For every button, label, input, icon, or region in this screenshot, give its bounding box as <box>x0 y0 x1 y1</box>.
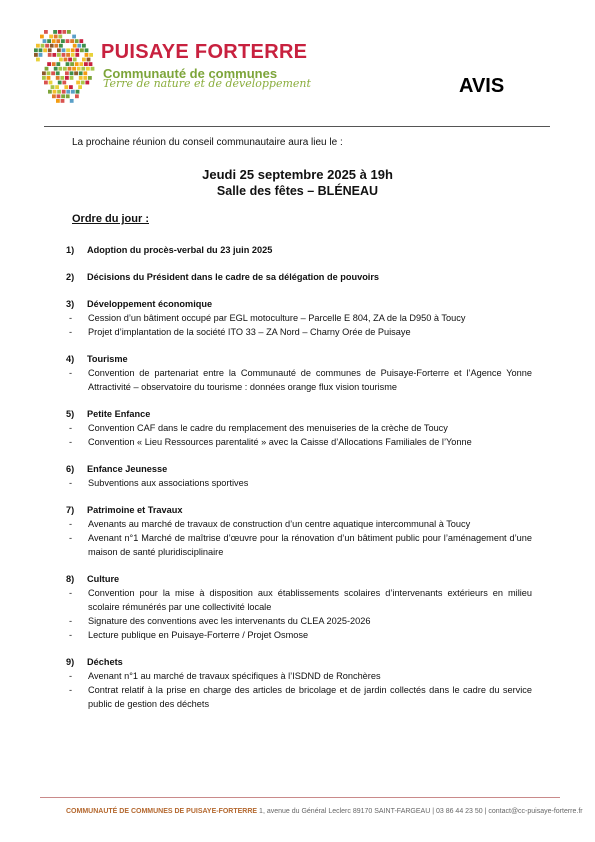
logo-tile <box>86 67 90 71</box>
agenda-item-text: Convention CAF dans le cadre du remplacement des menuiseries de la crèche de Toucy <box>88 423 448 433</box>
agenda-section-title: Enfance Jeunesse <box>87 464 168 474</box>
logo-tile <box>75 53 79 57</box>
agenda-item <box>66 628 532 642</box>
agenda-list <box>66 243 532 724</box>
logo-tile <box>59 58 63 62</box>
logo-tile <box>56 39 60 43</box>
agenda-section-title: Culture <box>87 574 120 584</box>
logo-tile <box>53 90 57 94</box>
logo-tile <box>62 48 66 52</box>
logo-tile <box>60 76 64 80</box>
logo-tile <box>78 85 82 89</box>
logo-tile <box>57 48 61 52</box>
bullet-dash: - <box>69 423 73 433</box>
agenda-item <box>66 311 532 325</box>
logo-tile <box>49 35 53 39</box>
logo-tile <box>61 94 65 98</box>
logo-tile <box>61 99 65 103</box>
logo-tile <box>57 94 61 98</box>
logo-tile <box>52 62 56 66</box>
agenda-section-title: Décisions du Président dans le cadre de sa délégation de pouvoirs <box>87 272 380 282</box>
logo-tile <box>54 67 58 71</box>
agenda-item-text: Projet d’implantation de la société ITO 33 – ZA Nord – Charny Orée de Puisaye <box>88 327 411 337</box>
logo-tile <box>71 48 75 52</box>
logo-tile <box>87 58 91 62</box>
logo-tile <box>39 53 43 57</box>
logo-tile <box>76 90 80 94</box>
logo-tile <box>81 81 85 85</box>
logo-tile <box>79 76 83 80</box>
logo-tile <box>62 30 66 34</box>
logo-tile <box>75 39 79 43</box>
logo-tile <box>72 35 76 39</box>
logo-tile <box>79 39 83 43</box>
agenda-item-text: Lecture publique en Puisaye-Forterre / Projet Osmose <box>88 630 309 640</box>
logo-tile <box>57 90 61 94</box>
agenda-section-number: 1) <box>66 245 75 255</box>
logo-tile <box>52 39 56 43</box>
logo-tile <box>55 85 59 89</box>
agenda-item-text: Signature des conventions avec les intervenants du CLEA 2025-2026 <box>88 616 371 626</box>
logo-tile <box>70 99 74 103</box>
logo-tile <box>84 62 88 66</box>
logo-tile <box>65 76 69 80</box>
logo-tile <box>89 53 93 57</box>
logo-tile <box>56 76 60 80</box>
logo-tile <box>56 71 60 75</box>
logo-tile <box>66 48 70 52</box>
logo-tile <box>67 30 71 34</box>
org-name: PUISAYE FORTERRE <box>101 41 308 63</box>
logo-mosaic <box>30 26 100 106</box>
logo-tile <box>75 62 79 66</box>
agenda-section-title: Petite Enfance <box>87 409 151 419</box>
bullet-dash: - <box>69 437 73 447</box>
agenda-section-number: 4) <box>66 354 75 364</box>
org-type: Communauté de communes <box>103 66 278 81</box>
footer-address: 1, avenue du Général Leclerc 89170 SAINT-FARGEAU | 03 86 44 23 50 | contact@cc-puisaye-forterre.fr <box>259 808 583 815</box>
logo-tile <box>70 71 74 75</box>
logo-tile <box>64 58 68 62</box>
document-type-title: AVIS <box>459 75 505 97</box>
logo-tile <box>70 76 74 80</box>
logo-tile <box>80 48 84 52</box>
agenda-item-text: Avenants au marché de travaux de construction d’un centre aquatique intercommunal à Toucy <box>88 519 471 529</box>
logo-tile <box>34 48 38 52</box>
bullet-dash: - <box>69 519 73 529</box>
agenda-section-heading <box>66 503 532 517</box>
logo-tile <box>76 81 80 85</box>
logo-tile <box>43 48 47 52</box>
bullet-dash: - <box>69 616 73 626</box>
meeting-place: Salle des fêtes – BLÉNEAU <box>216 184 379 198</box>
bullet-dash: - <box>69 313 73 323</box>
agenda-item-text: Cession d’un bâtiment occupé par EGL motoculture – Parcelle E 804, ZA de la D950 à Toucy <box>88 313 466 323</box>
logo-tile <box>62 53 66 57</box>
logo-tile <box>85 48 89 52</box>
bullet-dash: - <box>69 478 73 488</box>
agenda-item <box>66 366 532 394</box>
logo-tile <box>56 99 60 103</box>
bullet-dash: - <box>69 671 73 681</box>
agenda-section-heading <box>66 352 532 366</box>
logo-tile <box>66 94 70 98</box>
footer <box>66 808 583 815</box>
logo-tile <box>53 30 57 34</box>
logo-tile <box>52 53 56 57</box>
agenda-title: Ordre du jour : <box>72 213 149 225</box>
agenda-section <box>66 462 532 490</box>
agenda-section <box>66 572 532 642</box>
logo-tile <box>77 44 81 48</box>
bullet-dash: - <box>69 327 73 337</box>
agenda-section-number: 7) <box>66 505 75 515</box>
agenda-item <box>66 476 532 490</box>
logo-tile <box>47 76 51 80</box>
logo-tile <box>75 94 79 98</box>
logo-tile <box>58 81 62 85</box>
footer-divider <box>40 797 560 798</box>
logo-tile <box>91 67 95 71</box>
logo-tile <box>68 67 72 71</box>
logo-tile <box>59 44 63 48</box>
agenda-item <box>66 614 532 628</box>
bullet-dash: - <box>69 588 73 598</box>
agenda-item-text: Contrat relatif à la prise en charge des articles de bricolage et de jardin collectés dans le cadre du service public de gestion des déchets <box>88 685 532 709</box>
agenda-item-text: Avenant n°1 Marché de maîtrise d’œuvre pour la rénovation d’un bâtiment public pour l’aménagement d’une maison de santé pluridisciplinaire <box>88 533 532 557</box>
logo-tile <box>82 44 86 48</box>
agenda-section-heading <box>66 655 532 669</box>
org-tagline: Terre de nature et de développement <box>103 77 311 90</box>
intro-text: La prochaine réunion du conseil communautaire aura lieu le : <box>72 137 343 148</box>
logo-tile <box>74 71 78 75</box>
logo-tile <box>65 71 69 75</box>
logo-tile <box>73 44 77 48</box>
logo-tile <box>79 62 83 66</box>
bullet-dash: - <box>69 685 73 695</box>
logo-tile <box>83 71 87 75</box>
logo-tile <box>48 90 52 94</box>
agenda-section <box>66 503 532 559</box>
logo-tile <box>49 81 53 85</box>
logo-tile <box>63 67 67 71</box>
logo-tile <box>73 58 77 62</box>
logo-tile <box>82 58 86 62</box>
logo-tile <box>85 81 89 85</box>
logo-tile <box>79 71 83 75</box>
logo-tile <box>42 71 46 75</box>
logo-tile <box>45 44 49 48</box>
logo-tile <box>52 94 56 98</box>
agenda-section <box>66 407 532 449</box>
logo-tile <box>47 39 51 43</box>
logo-tile <box>45 67 49 71</box>
logo-tile <box>62 90 66 94</box>
logo-tile <box>62 81 66 85</box>
logo-tile <box>47 62 51 66</box>
logo-tile <box>41 44 45 48</box>
agenda-section-number: 8) <box>66 574 75 584</box>
logo-tile <box>51 71 55 75</box>
logo-tile <box>50 44 54 48</box>
logo-tile <box>58 30 62 34</box>
agenda-section-heading <box>66 297 532 311</box>
agenda-section <box>66 297 532 339</box>
logo-tile <box>58 35 62 39</box>
agenda-section-number: 3) <box>66 299 75 309</box>
agenda-item <box>66 586 532 614</box>
logo-tile <box>68 58 72 62</box>
bullet-dash: - <box>69 630 73 640</box>
logo-tile <box>44 30 48 34</box>
logo-tile <box>64 85 68 89</box>
logo-tile <box>66 53 70 57</box>
logo-tile <box>69 85 73 89</box>
logo-tile <box>71 90 75 94</box>
logo-tile <box>34 53 38 57</box>
agenda-section-number: 9) <box>66 657 75 667</box>
agenda-section-title: Adoption du procès-verbal du 23 juin 2025 <box>87 245 273 255</box>
logo-tile <box>66 39 70 43</box>
agenda-section-number: 6) <box>66 464 75 474</box>
logo-tile <box>61 39 65 43</box>
agenda-item <box>66 421 532 435</box>
logo-tile <box>54 44 58 48</box>
agenda-item <box>66 531 532 559</box>
agenda-section-number: 2) <box>66 272 75 282</box>
agenda-section-heading <box>66 270 532 284</box>
agenda-section-heading <box>66 407 532 421</box>
agenda-item <box>66 683 532 711</box>
agenda-item <box>66 517 532 531</box>
logo-tile <box>72 67 76 71</box>
logo-tile <box>57 53 61 57</box>
agenda-item-text: Convention pour la mise à disposition aux établissements scolaires d’intervenants extérieurs en milieu scolaire rémunérés par une collectivité locale <box>88 588 532 612</box>
logo-tile <box>40 35 44 39</box>
agenda-item-text: Subventions aux associations sportives <box>88 478 249 488</box>
agenda-item <box>66 435 532 449</box>
logo-tile <box>51 85 55 89</box>
logo-tile <box>36 44 40 48</box>
logo-tile <box>89 62 93 66</box>
logo-tile <box>88 76 92 80</box>
agenda-section-heading <box>66 462 532 476</box>
logo-tile <box>66 62 70 66</box>
logo-tile <box>43 39 47 43</box>
logo-tile <box>83 76 87 80</box>
logo-tile <box>56 62 60 66</box>
agenda-section-title: Patrimoine et Travaux <box>87 505 183 515</box>
logo-tile <box>42 76 46 80</box>
logo-tile <box>66 90 70 94</box>
agenda-section-heading <box>66 243 532 257</box>
logo-tile <box>85 53 89 57</box>
logo-tile <box>75 48 79 52</box>
logo-tile <box>70 62 74 66</box>
logo-tile <box>58 67 62 71</box>
logo-tile <box>44 81 48 85</box>
agenda-item-text: Convention « Lieu Ressources parentalité » avec la Caisse d’Allocations Familiales de l’Yonne <box>88 437 472 447</box>
bullet-dash: - <box>69 533 73 543</box>
logo-tile <box>36 58 40 62</box>
agenda-item-text: Convention de partenariat entre la Communauté de communes de Puisaye-Forterre et l’Agence Yonne Attractivité – observatoire du tourisme : données orange flux vision tourisme <box>88 368 532 392</box>
logo-tile <box>77 67 81 71</box>
bullet-dash: - <box>69 368 73 378</box>
agenda-item <box>66 669 532 683</box>
agenda-item-text: Avenant n°1 au marché de travaux spécifiques à l’ISDND de Ronchères <box>88 671 381 681</box>
meeting-date: Jeudi 25 septembre 2025 à 19h <box>202 167 393 182</box>
logo-tile <box>48 53 52 57</box>
logo-tile <box>39 48 43 52</box>
agenda-section <box>66 270 532 284</box>
agenda-section <box>66 352 532 394</box>
footer-org: COMMUNAUTÉ DE COMMUNES DE PUISAYE-FORTERRE <box>66 808 258 815</box>
agenda-section-title: Tourisme <box>87 354 128 364</box>
agenda-section-heading <box>66 572 532 586</box>
logo-tile <box>81 67 85 71</box>
agenda-section-title: Développement économique <box>87 299 213 309</box>
agenda-item <box>66 325 532 339</box>
agenda-section <box>66 243 532 257</box>
logo-tile <box>54 35 58 39</box>
logo-tile <box>48 48 52 52</box>
agenda-section-title: Déchets <box>87 657 123 667</box>
agenda-section <box>66 655 532 711</box>
agenda-section-number: 5) <box>66 409 75 419</box>
logo-tile <box>71 53 75 57</box>
logo-tile <box>70 39 74 43</box>
logo-tile <box>47 71 51 75</box>
header-divider <box>44 126 550 127</box>
